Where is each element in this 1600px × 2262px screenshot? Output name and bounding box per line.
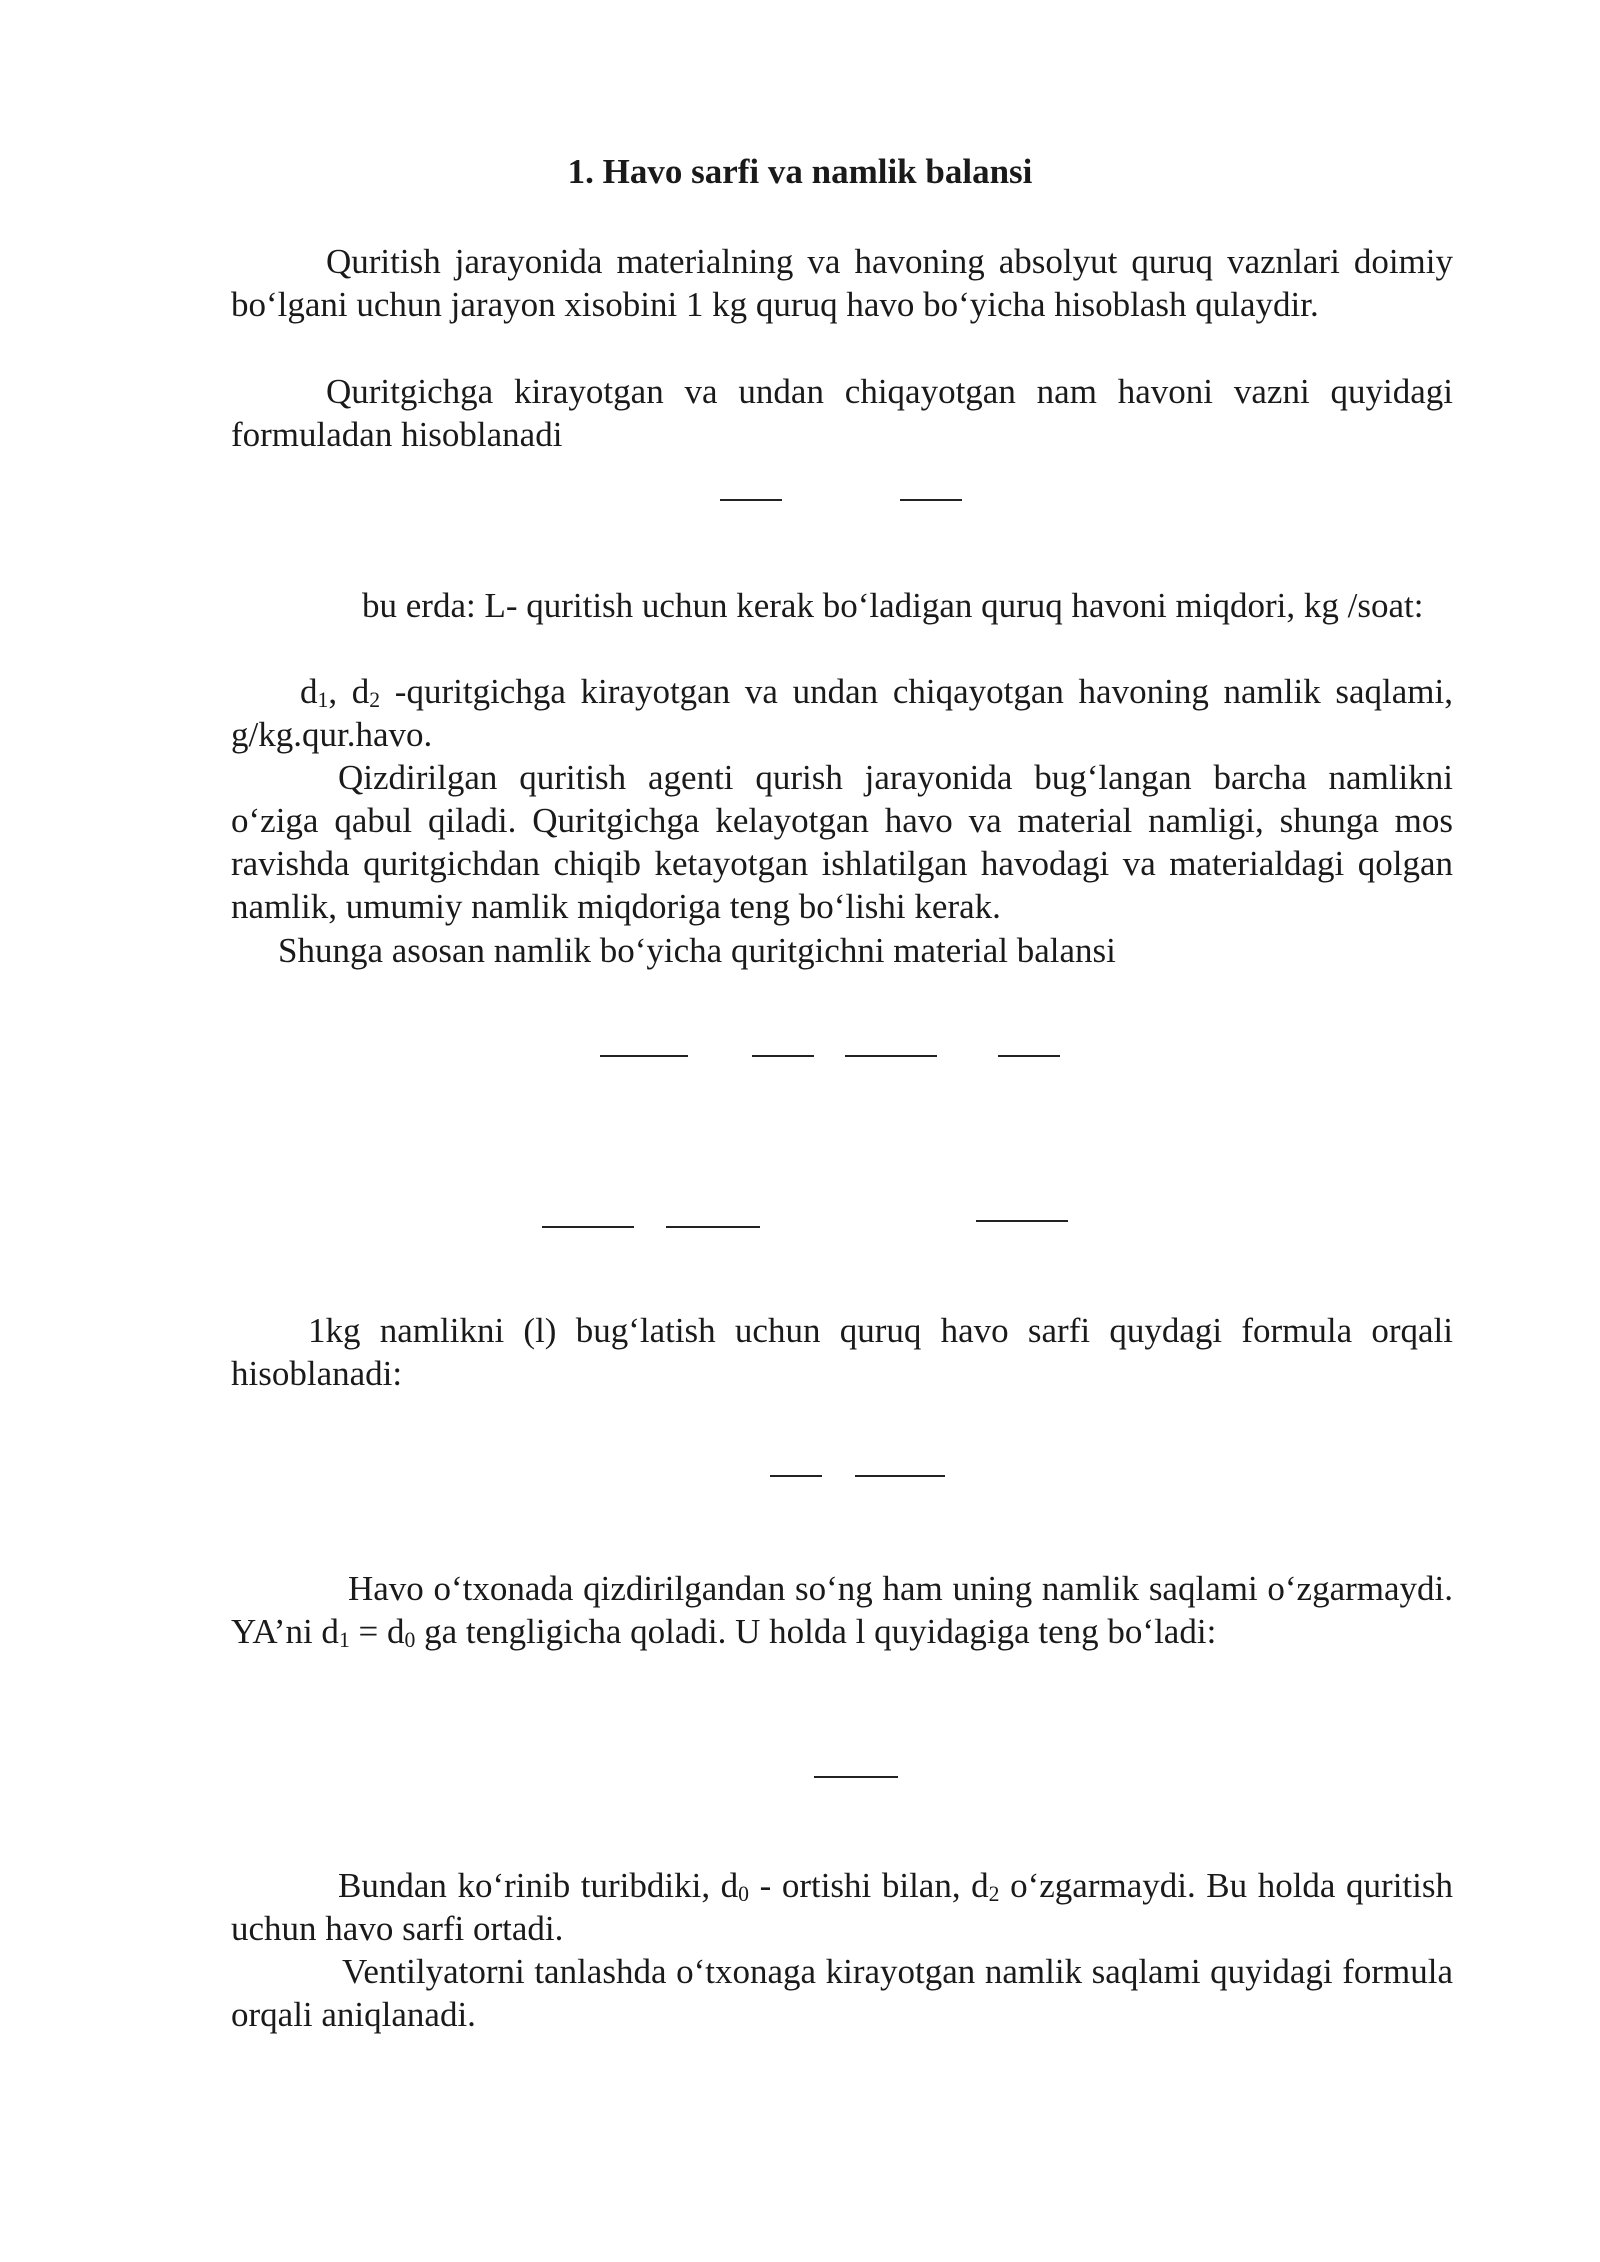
paragraph-6: Shunga asosan namlik bo‘yicha quritgichni material balansi <box>278 931 1116 970</box>
formula-1-fraction-bar <box>720 499 782 501</box>
formula-4-fraction-bar <box>855 1475 945 1477</box>
paragraph-5: Qizdirilgan quritish agenti qurish jarayonida bug‘langan barcha namlikni o‘ziga qabul qiladi. Quritgichga kelayotgan havo va material namligi, shunga mos ravishda quritgichdan chiqib ketayotgan ishlatilgan havodagi va materialdagi qolgan namlik, umumiy namlik miqdoriga teng bo‘lishi kerak. <box>231 758 1453 926</box>
paragraph-10: Ventilyatorni tanlashda o‘txonaga kirayotgan namlik saqlami quyidagi formula orqali aniqlanadi. <box>231 1952 1453 2034</box>
paragraph-4: $d_1$, $d_2$ -quritgichga kirayotgan va undan chiqayotgan havoning namlik saqlami, g/kg.qur.havo. <box>231 672 1453 754</box>
paragraph-2: Quritgichga kirayotgan va undan chiqayotgan nam havoni vazni quyidagi formuladan hisoblanadi <box>231 372 1453 454</box>
formula-2-fraction-bar <box>845 1055 937 1057</box>
formula-5-fraction-bar <box>814 1776 898 1778</box>
formula-2-fraction-bar <box>600 1055 688 1057</box>
paragraph-9: Bundan ko‘rinib turibdiki, $d_0$ - ortishi bilan, $d_2$ o‘zgarmaydi. Bu holda quritish uchun havo sarfi ortadi. <box>231 1866 1453 1948</box>
formula-2-fraction-bar <box>998 1055 1060 1057</box>
paragraph-1: Quritish jarayonida materialning va havoning absolyut quruq vaznlari doimiy bo‘lgani uchun jarayon xisobini 1 kg quruq havo bo‘yicha hisoblash qulaydir. <box>231 242 1453 324</box>
section-heading: 1. Havo sarfi va namlik balansi <box>567 152 1033 191</box>
paragraph-3: bu erda: L- quritish uchun kerak bo‘ladigan quruq havoni miqdori, kg /soat: <box>362 586 1424 625</box>
paragraph-8: Havo o‘txonada qizdirilgandan so‘ng ham uning namlik saqlami o‘zgarmaydi. YA’ni $d_1 = d_0$ ga tengligicha qoladi. U holda l quyidagiga teng bo‘ladi: <box>231 1569 1453 1652</box>
paragraph-7: 1kg namlikni (l) bug‘latish uchun quruq havo sarfi quydagi formula orqali hisoblanadi: <box>231 1311 1453 1393</box>
formula-2-fraction-bar <box>752 1055 814 1057</box>
formula-3-fraction-bar <box>976 1220 1068 1222</box>
formula-4-fraction-bar <box>770 1475 822 1477</box>
formula-3-fraction-bar <box>666 1226 760 1228</box>
formula-1-fraction-bar <box>900 499 962 501</box>
formula-3-fraction-bar <box>542 1226 634 1228</box>
